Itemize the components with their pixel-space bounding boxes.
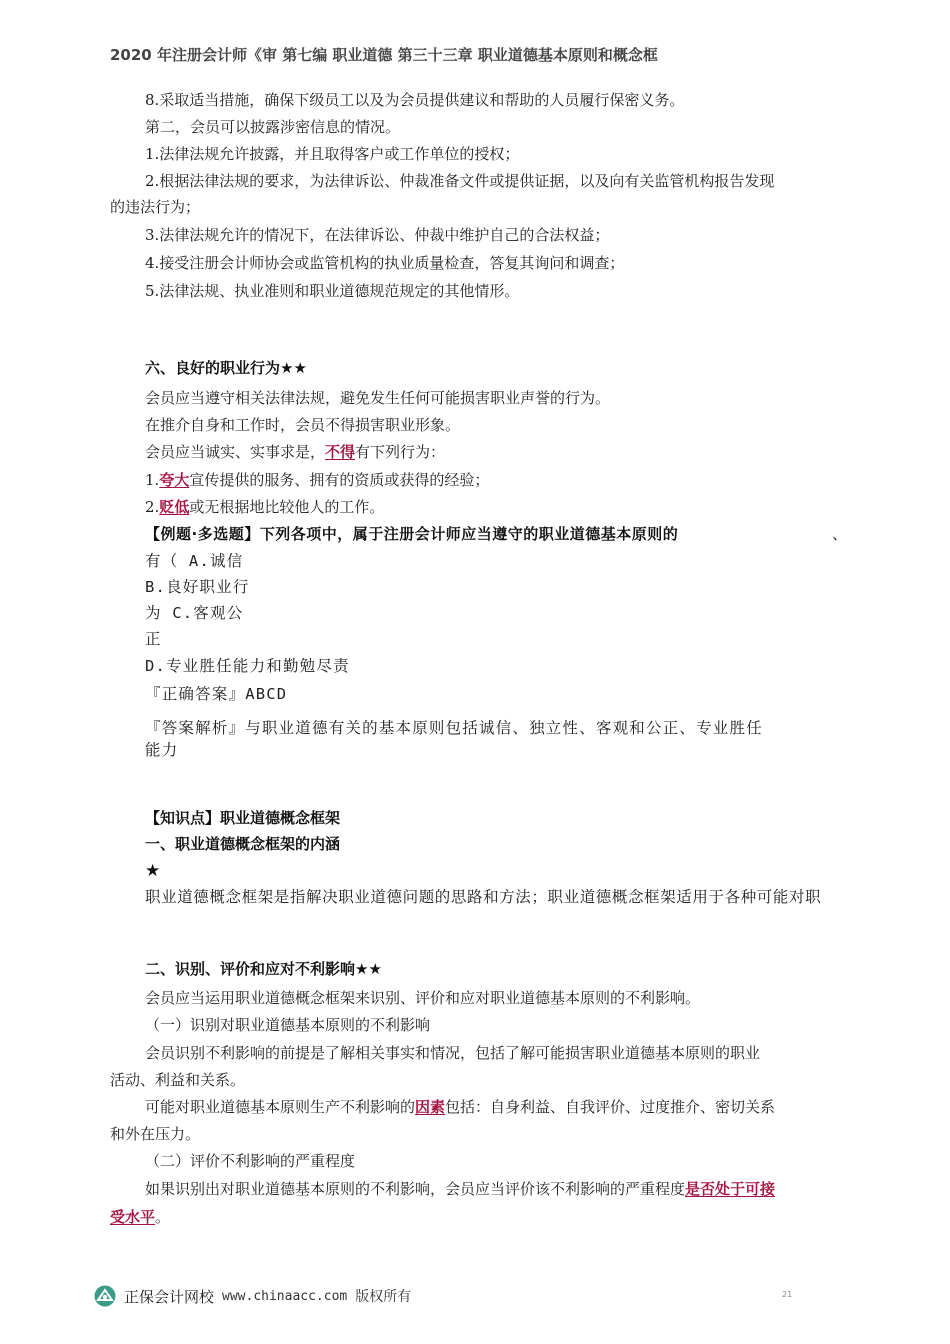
page-footer xyxy=(94,1284,411,1308)
stray-mark: 、 xyxy=(832,525,849,543)
disclosure-item-3: 3.法律法规允许的情况下，在法律诉讼、仲裁中维护自己的合法权益； xyxy=(145,226,610,244)
example-answer xyxy=(145,684,288,703)
p3-suffix: 有下列行为： xyxy=(355,443,446,461)
section-two-p1: 会员应当运用职业道德概念框架来识别、评价和应对职业道德基本原则的不利影响。 xyxy=(145,989,701,1007)
section-two-title: 二、识别、评价和应对不利影响 xyxy=(145,960,356,978)
disclosure-item-4: 4.接受注册会计师协会或监管机构的执业质量检查，答复其询问和调查； xyxy=(145,254,625,272)
list-text: 或无根据地比较他人的工作。 xyxy=(189,498,385,516)
example-answer-text: 『正确答案』ABCD xyxy=(145,685,288,703)
page-number: 21 xyxy=(782,1290,793,1299)
section-six-p2: 在推介自身和工作时，会员不得损害职业形象。 xyxy=(145,416,461,434)
confidentiality-item-8: 8.采取适当措施，确保下级员工以及为会员提供建议和帮助的人员履行保密义务。 xyxy=(145,91,685,109)
p3-prefix: 会员应当诚实、实事求是， xyxy=(145,443,326,461)
section-six-title: 六、良好的职业行为 xyxy=(145,359,281,377)
example-option-a: 有（ A.诚信 xyxy=(145,552,244,570)
example-question-text: 【例题·多选题】下列各项中，属于注册会计师应当遵守的职业道德基本原则的 xyxy=(145,525,679,543)
copyright-text: 版权所有 xyxy=(355,1289,412,1305)
p3-prefix: 可能对职业道德基本原则生产不利影响的 xyxy=(145,1098,416,1116)
knowledge-title: 【知识点】职业道德概念框架 xyxy=(145,809,341,827)
example-option-d: D.专业胜任能力和勤勉尽责 xyxy=(145,657,350,675)
prohibited-item-1 xyxy=(145,470,489,490)
emphasis-disparage: 贬低 xyxy=(159,498,190,516)
section-two-heading xyxy=(145,959,382,979)
brand-name: 正保会计网校 xyxy=(124,1287,215,1306)
section-two-p3 xyxy=(145,1097,775,1117)
subsection-2-heading: （二）评价不利影响的严重程度 xyxy=(145,1152,356,1170)
prohibited-item-2 xyxy=(145,497,384,517)
emphasis-acceptable: 是否处于可接 xyxy=(685,1180,776,1198)
running-header-text: 2020 年注册会计师《审 第七编 职业道德 第三十三章 职业道德基本原则和概念框 xyxy=(110,46,658,64)
disclosure-item-2-cont: 的违法行为； xyxy=(110,198,201,216)
knowledge-heading-1: 一、职业道德概念框架的内涵 xyxy=(145,835,341,853)
emphasis-exaggerate: 夸大 xyxy=(159,471,190,489)
disclosure-heading: 第二，会员可以披露涉密信息的情况。 xyxy=(145,118,401,136)
disclosure-item-1: 1.法律法规允许披露，并且取得客户或工作单位的授权； xyxy=(145,145,520,163)
example-option-c-cont: 正 xyxy=(145,630,162,648)
section-six-p1: 会员应当遵守相关法律法规，避免发生任何可能损害职业声誉的行为。 xyxy=(145,389,611,407)
emphasis-level: 受水平 xyxy=(110,1208,156,1226)
period: 。 xyxy=(155,1208,171,1226)
chinaacc-logo-icon xyxy=(94,1285,116,1307)
importance-stars: ★★ xyxy=(280,359,307,377)
example-option-c: 为 C.客观公 xyxy=(145,604,244,622)
emphasis-not-allowed: 不得 xyxy=(325,443,356,461)
section-two-p4 xyxy=(145,1179,775,1199)
disclosure-item-2: 2.根据法律法规的要求，为法律诉讼、仲裁准备文件或提供证据，以及向有关监管机构报告发现 xyxy=(145,172,775,190)
running-header xyxy=(110,36,840,64)
knowledge-paragraph: 职业道德概念框架是指解决职业道德问题的思路和方法；职业道德概念框架适用于各种可能对职 xyxy=(145,888,822,906)
p4-prefix: 如果识别出对职业道德基本原则的不利影响，会员应当评价该不利影响的严重程度 xyxy=(145,1180,686,1198)
emphasis-factors: 因素 xyxy=(415,1098,446,1116)
subsection-1-heading: （一）识别对职业道德基本原则的不利影响 xyxy=(145,1016,431,1034)
example-analysis: 『答案解析』与职业道德有关的基本原则包括诚信、独立性、客观和公正、专业胜任 xyxy=(145,719,763,737)
list-number: 1. xyxy=(145,471,160,489)
importance-stars: ★★ xyxy=(355,960,382,978)
list-number: 2. xyxy=(145,498,160,516)
site-url: www.chinaacc.com xyxy=(222,1288,348,1304)
disclosure-item-5: 5.法律法规、执业准则和职业道德规范规定的其他情形。 xyxy=(145,282,520,300)
section-two-p2: 会员识别不利影响的前提是了解相关事实和情况，包括了解可能损害职业道德基本原则的职业 xyxy=(145,1044,761,1062)
section-two-p3-cont: 和外在压力。 xyxy=(110,1125,201,1143)
example-analysis-cont: 能力 xyxy=(145,741,179,759)
example-option-b: B.良好职业行 xyxy=(145,578,250,596)
p3-suffix: 包括：自身利益、自我评价、过度推介、密切关系 xyxy=(445,1098,776,1116)
example-question xyxy=(145,524,678,544)
section-two-p4-cont xyxy=(110,1207,170,1227)
importance-star: ★ xyxy=(145,861,161,881)
section-six-p3 xyxy=(145,442,445,462)
list-text: 宣传提供的服务、拥有的资质或获得的经验； xyxy=(189,471,490,489)
section-six-heading xyxy=(145,358,307,378)
section-two-p2-cont: 活动、利益和关系。 xyxy=(110,1071,246,1089)
